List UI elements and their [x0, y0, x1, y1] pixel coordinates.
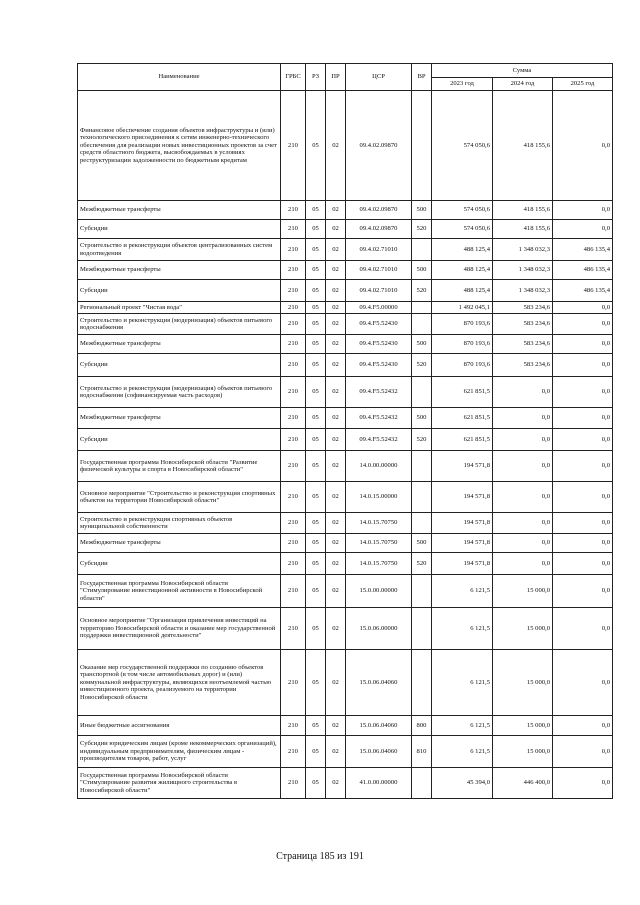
cell-name: Субсидии юридическим лицам (кроме некоммерческих организаций), индивидуальным предпринимателям, физическим лицам - производителям товаров, работ, услуг	[78, 736, 281, 768]
cell-name: Строительство и реконструкция спортивных объектов муниципальной собственности	[78, 513, 281, 534]
cell-csr: 09.4.F5.52432	[346, 377, 412, 408]
header-csr: ЦСР	[346, 64, 412, 91]
cell-pr: 02	[326, 201, 346, 220]
cell-pr: 02	[326, 608, 346, 650]
cell-vr	[412, 302, 432, 314]
cell-s2024: 446 400,0	[493, 768, 553, 799]
cell-csr: 14.0.15.70750	[346, 534, 412, 553]
cell-s2025: 0,0	[553, 575, 613, 608]
cell-name: Оказание мер государственной поддержки по созданию объектов транспортной (в том числе автомобильных дорог) и (или) коммунальной инфраструктуры, являющихся неотъемлемой частью инвестиционного проекта, реализуемого на территории Новосибирской области	[78, 650, 281, 716]
cell-s2025: 0,0	[553, 354, 613, 377]
cell-s2023: 194 571,8	[432, 513, 493, 534]
cell-csr: 09.4.02.09870	[346, 201, 412, 220]
cell-rz: 05	[306, 482, 326, 513]
cell-pr: 02	[326, 239, 346, 261]
table-row	[78, 736, 613, 768]
cell-name: Субсидии	[78, 280, 281, 302]
cell-s2024: 0,0	[493, 451, 553, 482]
cell-vr	[412, 451, 432, 482]
cell-csr: 15.0.00.00000	[346, 575, 412, 608]
cell-name: Основное мероприятие "Строительство и реконструкция спортивных объектов на территории Новосибирской области"	[78, 482, 281, 513]
cell-csr: 15.0.06.04060	[346, 736, 412, 768]
cell-rz: 05	[306, 201, 326, 220]
table-row	[78, 650, 613, 716]
cell-rz: 05	[306, 716, 326, 736]
cell-grbs: 210	[281, 482, 306, 513]
cell-grbs: 210	[281, 650, 306, 716]
cell-s2023: 6 121,5	[432, 608, 493, 650]
cell-s2024: 1 348 032,3	[493, 280, 553, 302]
header-rz: РЗ	[306, 64, 326, 91]
cell-s2024: 418 155,6	[493, 201, 553, 220]
table-row	[78, 220, 613, 239]
cell-s2025: 0,0	[553, 429, 613, 451]
cell-vr	[412, 377, 432, 408]
cell-grbs: 210	[281, 716, 306, 736]
cell-csr: 09.4.F5.52430	[346, 314, 412, 335]
cell-s2023: 870 193,6	[432, 354, 493, 377]
cell-pr: 02	[326, 768, 346, 799]
table-row	[78, 280, 613, 302]
cell-s2023: 488 125,4	[432, 239, 493, 261]
cell-name: Субсидии	[78, 220, 281, 239]
cell-rz: 05	[306, 91, 326, 201]
cell-s2025: 0,0	[553, 768, 613, 799]
cell-name: Строительство и реконструкция (модернизация) объектов питьевого водоснабжения	[78, 314, 281, 335]
cell-s2025: 0,0	[553, 220, 613, 239]
cell-s2024: 0,0	[493, 429, 553, 451]
cell-grbs: 210	[281, 302, 306, 314]
cell-vr	[412, 91, 432, 201]
cell-s2024: 15 000,0	[493, 716, 553, 736]
table-row	[78, 201, 613, 220]
table-row	[78, 354, 613, 377]
cell-pr: 02	[326, 575, 346, 608]
table-row	[78, 335, 613, 354]
table-row	[78, 716, 613, 736]
cell-s2025: 0,0	[553, 716, 613, 736]
cell-s2025: 486 135,4	[553, 239, 613, 261]
cell-grbs: 210	[281, 261, 306, 280]
cell-s2024: 0,0	[493, 482, 553, 513]
header-pr: ПР	[326, 64, 346, 91]
cell-s2025: 0,0	[553, 650, 613, 716]
cell-vr: 500	[412, 534, 432, 553]
cell-s2024: 583 234,6	[493, 354, 553, 377]
cell-s2023: 574 050,6	[432, 220, 493, 239]
cell-rz: 05	[306, 768, 326, 799]
cell-grbs: 210	[281, 736, 306, 768]
cell-s2024: 0,0	[493, 408, 553, 429]
cell-vr: 520	[412, 280, 432, 302]
cell-grbs: 210	[281, 768, 306, 799]
cell-s2023: 194 571,8	[432, 534, 493, 553]
cell-s2024: 583 234,6	[493, 302, 553, 314]
cell-name: Субсидии	[78, 429, 281, 451]
header-name: Наименование	[78, 64, 281, 91]
cell-rz: 05	[306, 429, 326, 451]
cell-csr: 09.4.02.71010	[346, 239, 412, 261]
header-grbs: ГРБС	[281, 64, 306, 91]
cell-s2025: 0,0	[553, 534, 613, 553]
cell-pr: 02	[326, 429, 346, 451]
cell-grbs: 210	[281, 314, 306, 335]
cell-pr: 02	[326, 513, 346, 534]
cell-name: Основное мероприятие "Организация привлечения инвестиций на территорию Новосибирской области и оказание мер государственной поддержки инвестиционной деятельности"	[78, 608, 281, 650]
cell-rz: 05	[306, 314, 326, 335]
cell-vr: 500	[412, 408, 432, 429]
cell-vr: 500	[412, 261, 432, 280]
cell-s2025: 486 135,4	[553, 280, 613, 302]
cell-pr: 02	[326, 451, 346, 482]
cell-csr: 09.4.F5.52432	[346, 429, 412, 451]
cell-s2025: 0,0	[553, 736, 613, 768]
cell-vr: 520	[412, 429, 432, 451]
cell-s2024: 15 000,0	[493, 575, 553, 608]
cell-s2025: 0,0	[553, 608, 613, 650]
cell-rz: 05	[306, 650, 326, 716]
header-year-2025: 2025 год	[553, 78, 613, 91]
cell-s2024: 15 000,0	[493, 736, 553, 768]
cell-pr: 02	[326, 716, 346, 736]
cell-name: Межбюджетные трансферты	[78, 201, 281, 220]
cell-csr: 14.0.15.70750	[346, 513, 412, 534]
table-row	[78, 239, 613, 261]
table-row	[78, 302, 613, 314]
cell-s2024: 0,0	[493, 513, 553, 534]
cell-pr: 02	[326, 736, 346, 768]
table-row	[78, 451, 613, 482]
cell-name: Государственная программа Новосибирской области "Стимулирование инвестиционной активности в Новосибирской области"	[78, 575, 281, 608]
cell-name: Субсидии	[78, 553, 281, 575]
cell-pr: 02	[326, 482, 346, 513]
cell-vr: 500	[412, 201, 432, 220]
cell-s2025: 0,0	[553, 377, 613, 408]
cell-rz: 05	[306, 239, 326, 261]
table-row	[78, 314, 613, 335]
cell-grbs: 210	[281, 451, 306, 482]
cell-grbs: 210	[281, 377, 306, 408]
cell-grbs: 210	[281, 513, 306, 534]
cell-pr: 02	[326, 91, 346, 201]
cell-s2024: 0,0	[493, 534, 553, 553]
cell-s2025: 0,0	[553, 201, 613, 220]
cell-rz: 05	[306, 377, 326, 408]
cell-vr	[412, 650, 432, 716]
cell-grbs: 210	[281, 575, 306, 608]
table-row	[78, 482, 613, 513]
cell-vr: 520	[412, 553, 432, 575]
cell-s2025: 0,0	[553, 451, 613, 482]
page-number: Страница 185 из 191	[276, 851, 364, 862]
cell-rz: 05	[306, 513, 326, 534]
cell-csr: 09.4.F5.00000	[346, 302, 412, 314]
cell-name: Строительство и реконструкция объектов централизованных систем водоотведения	[78, 239, 281, 261]
cell-vr	[412, 608, 432, 650]
cell-s2023: 488 125,4	[432, 261, 493, 280]
cell-s2025: 0,0	[553, 513, 613, 534]
cell-grbs: 210	[281, 91, 306, 201]
cell-grbs: 210	[281, 220, 306, 239]
table-row	[78, 553, 613, 575]
cell-s2023: 6 121,5	[432, 575, 493, 608]
cell-grbs: 210	[281, 201, 306, 220]
cell-s2024: 418 155,6	[493, 220, 553, 239]
cell-s2025: 0,0	[553, 553, 613, 575]
cell-pr: 02	[326, 302, 346, 314]
cell-rz: 05	[306, 261, 326, 280]
cell-s2023: 621 851,5	[432, 429, 493, 451]
cell-name: Межбюджетные трансферты	[78, 534, 281, 553]
cell-s2023: 6 121,5	[432, 716, 493, 736]
cell-csr: 09.4.02.71010	[346, 261, 412, 280]
cell-s2023: 488 125,4	[432, 280, 493, 302]
cell-csr: 15.0.06.04060	[346, 650, 412, 716]
cell-rz: 05	[306, 451, 326, 482]
cell-csr: 09.4.F5.52432	[346, 408, 412, 429]
cell-s2024: 15 000,0	[493, 650, 553, 716]
cell-csr: 09.4.02.09870	[346, 91, 412, 201]
cell-s2023: 870 193,6	[432, 335, 493, 354]
cell-pr: 02	[326, 220, 346, 239]
cell-s2025: 0,0	[553, 482, 613, 513]
cell-rz: 05	[306, 335, 326, 354]
cell-grbs: 210	[281, 534, 306, 553]
cell-name: Межбюджетные трансферты	[78, 335, 281, 354]
cell-pr: 02	[326, 650, 346, 716]
cell-pr: 02	[326, 408, 346, 429]
cell-csr: 41.0.00.00000	[346, 768, 412, 799]
cell-s2023: 6 121,5	[432, 650, 493, 716]
table-body	[78, 91, 613, 799]
cell-rz: 05	[306, 220, 326, 239]
cell-s2023: 194 571,8	[432, 553, 493, 575]
cell-rz: 05	[306, 302, 326, 314]
cell-grbs: 210	[281, 608, 306, 650]
cell-name: Строительство и реконструкция (модернизация) объектов питьевого водоснабжения (софинансируемая часть расходов)	[78, 377, 281, 408]
cell-pr: 02	[326, 280, 346, 302]
cell-name: Финансовое обеспечение создания объектов инфраструктуры и (или) технологического присоединения к сетям инженерно-технического обеспечения для реализации новых инвестиционных проектов за счет средств областного бюджета, высвобождаемых в условиях реструктуризации задолженности по бюджетным кредитам	[78, 91, 281, 201]
cell-s2023: 621 851,5	[432, 408, 493, 429]
table-row	[78, 91, 613, 201]
cell-s2024: 1 348 032,3	[493, 261, 553, 280]
cell-rz: 05	[306, 408, 326, 429]
cell-rz: 05	[306, 575, 326, 608]
cell-csr: 09.4.F5.52430	[346, 335, 412, 354]
cell-csr: 14.0.15.00000	[346, 482, 412, 513]
cell-pr: 02	[326, 354, 346, 377]
cell-rz: 05	[306, 354, 326, 377]
cell-csr: 14.0.15.70750	[346, 553, 412, 575]
cell-csr: 09.4.02.09870	[346, 220, 412, 239]
header-year-2024: 2024 год	[493, 78, 553, 91]
cell-grbs: 210	[281, 408, 306, 429]
cell-rz: 05	[306, 736, 326, 768]
cell-grbs: 210	[281, 335, 306, 354]
cell-s2025: 0,0	[553, 335, 613, 354]
cell-grbs: 210	[281, 429, 306, 451]
cell-s2025: 0,0	[553, 408, 613, 429]
cell-s2025: 0,0	[553, 302, 613, 314]
cell-s2023: 621 851,5	[432, 377, 493, 408]
header-sum: Сумма	[432, 64, 613, 78]
cell-name: Межбюджетные трансферты	[78, 261, 281, 280]
cell-rz: 05	[306, 280, 326, 302]
cell-csr: 15.0.06.00000	[346, 608, 412, 650]
cell-grbs: 210	[281, 280, 306, 302]
cell-pr: 02	[326, 553, 346, 575]
cell-vr	[412, 314, 432, 335]
cell-pr: 02	[326, 534, 346, 553]
cell-s2023: 574 050,6	[432, 91, 493, 201]
cell-pr: 02	[326, 335, 346, 354]
table-row	[78, 534, 613, 553]
cell-s2024: 418 155,6	[493, 91, 553, 201]
cell-s2023: 194 571,8	[432, 482, 493, 513]
header-year-2023: 2023 год	[432, 78, 493, 91]
cell-s2024: 0,0	[493, 377, 553, 408]
table-row	[78, 429, 613, 451]
table-row	[78, 408, 613, 429]
cell-vr: 520	[412, 354, 432, 377]
cell-vr	[412, 239, 432, 261]
table-row	[78, 608, 613, 650]
cell-name: Иные бюджетные ассигнования	[78, 716, 281, 736]
cell-s2025: 486 135,4	[553, 261, 613, 280]
header-vr: ВР	[412, 64, 432, 91]
table-row	[78, 768, 613, 799]
cell-vr: 810	[412, 736, 432, 768]
cell-s2023: 194 571,8	[432, 451, 493, 482]
table-row	[78, 261, 613, 280]
cell-s2024: 0,0	[493, 553, 553, 575]
budget-table	[77, 63, 613, 799]
cell-pr: 02	[326, 377, 346, 408]
cell-vr	[412, 575, 432, 608]
cell-rz: 05	[306, 553, 326, 575]
cell-grbs: 210	[281, 354, 306, 377]
cell-grbs: 210	[281, 553, 306, 575]
table-row	[78, 513, 613, 534]
cell-name: Межбюджетные трансферты	[78, 408, 281, 429]
cell-name: Государственная программа Новосибирской области "Стимулирование развития жилищного строительства в Новосибирской области"	[78, 768, 281, 799]
cell-s2023: 870 193,6	[432, 314, 493, 335]
cell-pr: 02	[326, 314, 346, 335]
cell-s2023: 45 394,0	[432, 768, 493, 799]
cell-s2025: 0,0	[553, 91, 613, 201]
cell-s2023: 6 121,5	[432, 736, 493, 768]
cell-vr: 500	[412, 335, 432, 354]
cell-vr: 520	[412, 220, 432, 239]
cell-s2024: 583 234,6	[493, 314, 553, 335]
cell-grbs: 210	[281, 239, 306, 261]
cell-pr: 02	[326, 261, 346, 280]
cell-csr: 15.0.06.04060	[346, 716, 412, 736]
cell-csr: 09.4.02.71010	[346, 280, 412, 302]
cell-s2023: 1 492 045,1	[432, 302, 493, 314]
cell-s2024: 15 000,0	[493, 608, 553, 650]
cell-csr: 09.4.F5.52430	[346, 354, 412, 377]
cell-s2023: 574 050,6	[432, 201, 493, 220]
cell-rz: 05	[306, 534, 326, 553]
cell-rz: 05	[306, 608, 326, 650]
cell-s2025: 0,0	[553, 314, 613, 335]
cell-vr: 800	[412, 716, 432, 736]
cell-name: Региональный проект "Чистая вода"	[78, 302, 281, 314]
cell-vr	[412, 768, 432, 799]
cell-name: Субсидии	[78, 354, 281, 377]
cell-csr: 14.0.00.00000	[346, 451, 412, 482]
cell-vr	[412, 482, 432, 513]
cell-s2024: 583 234,6	[493, 335, 553, 354]
table-row	[78, 377, 613, 408]
cell-s2024: 1 348 032,3	[493, 239, 553, 261]
table-row	[78, 575, 613, 608]
cell-name: Государственная программа Новосибирской области "Развитие физической культуры и спорта в Новосибирской области"	[78, 451, 281, 482]
cell-vr	[412, 513, 432, 534]
